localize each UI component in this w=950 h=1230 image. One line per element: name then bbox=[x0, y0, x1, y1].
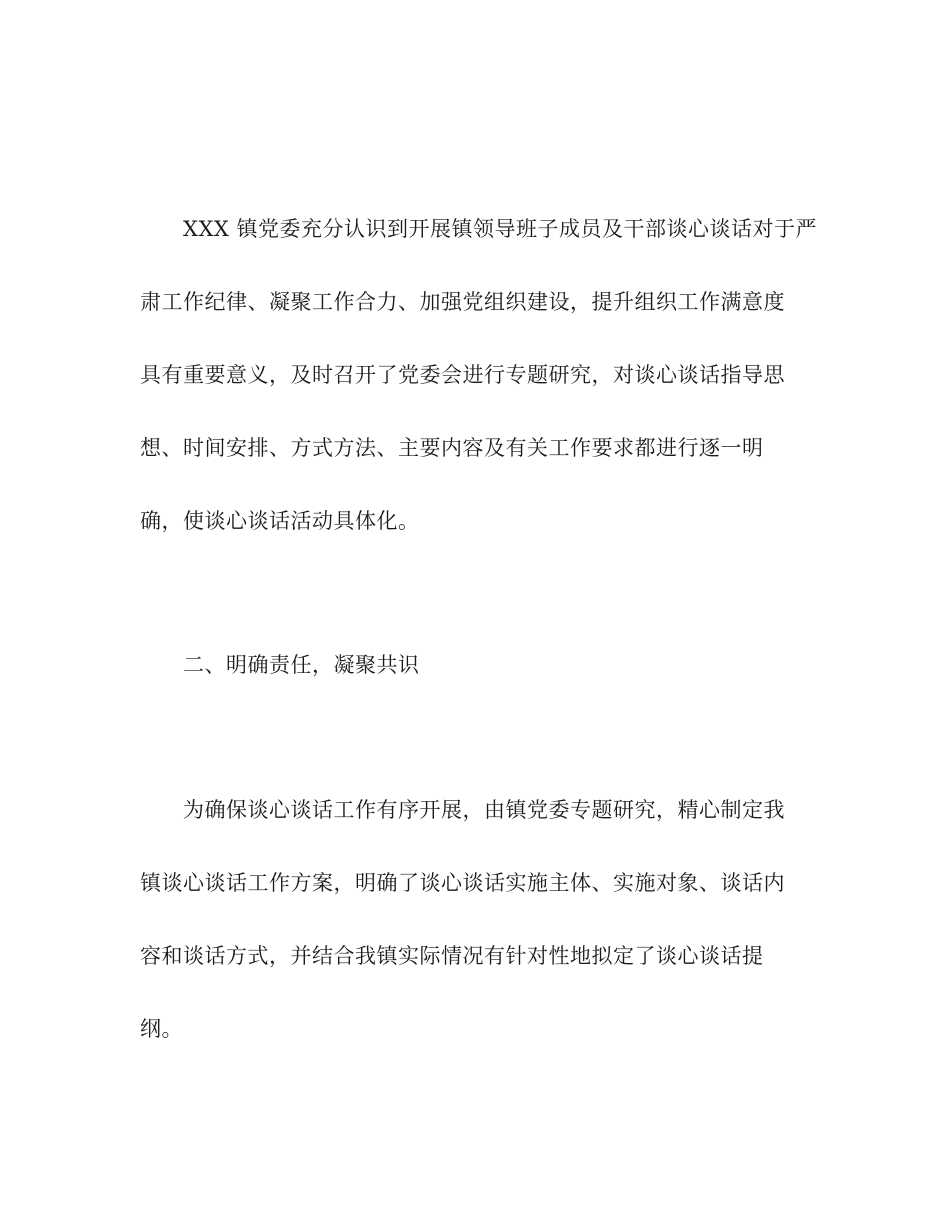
paragraph-1-line-1: XXX 镇党委充分认识到开展镇领导班子成员及干部谈心谈话对于严 bbox=[183, 217, 818, 241]
paragraph-2-line-2: 镇谈心谈话工作方案，明确了谈心谈话实施主体、实施对象、谈话内 bbox=[140, 871, 785, 895]
paragraph-2-line-1: 为确保谈心谈话工作有序开展，由镇党委专题研究，精心制定我 bbox=[183, 798, 785, 822]
paragraph-2-line-4: 纲。 bbox=[140, 1017, 183, 1041]
paragraph-2-line-3: 容和谈话方式，并结合我镇实际情况有针对性地拟定了谈心谈话提 bbox=[140, 944, 764, 968]
paragraph-1-line-5: 确，使谈心谈话活动具体化。 bbox=[140, 509, 420, 533]
paragraph-1-line-2: 肃工作纪律、凝聚工作合力、加强党组织建设，提升组织工作满意度 bbox=[140, 290, 785, 314]
paragraph-1-line-3: 具有重要意义，及时召开了党委会进行专题研究，对谈心谈话指导思 bbox=[140, 363, 785, 387]
section-heading-2: 二、明确责任，凝聚共识 bbox=[183, 653, 420, 677]
paragraph-1-line-4: 想、时间安排、方式方法、主要内容及有关工作要求都进行逐一明 bbox=[140, 436, 764, 460]
